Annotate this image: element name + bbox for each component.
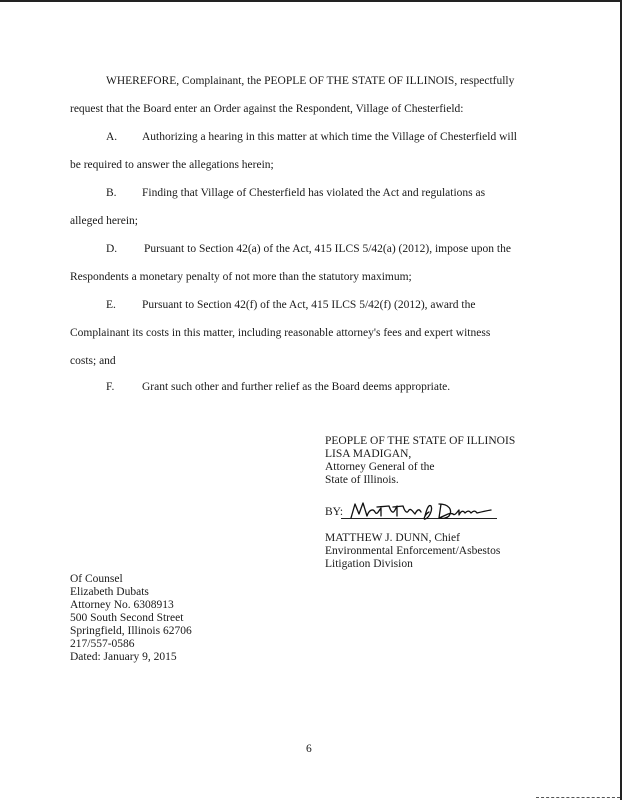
handwritten-signature bbox=[345, 498, 495, 522]
item-d-letter: D. bbox=[106, 243, 118, 255]
signer-title: Environmental Enforcement/Asbestos bbox=[325, 545, 501, 557]
signature-header bbox=[325, 435, 515, 487]
item-f-letter: F. bbox=[106, 381, 115, 393]
item-d-line-2: Respondents a monetary penalty of not more than the statutory maximum; bbox=[70, 271, 412, 283]
item-b-letter: B. bbox=[106, 187, 117, 199]
counsel-city: Springfield, Illinois 62706 bbox=[70, 625, 192, 637]
by-label: BY: bbox=[325, 506, 344, 518]
sig-attorney-title: Attorney General of the bbox=[325, 461, 435, 473]
item-e-line-1: Pursuant to Section 42(f) of the Act, 415 ILCS 5/42(f) (2012), award the bbox=[142, 299, 476, 311]
counsel-heading: Of Counsel bbox=[70, 573, 123, 585]
item-e-letter: E. bbox=[106, 299, 116, 311]
by-signature-line bbox=[325, 498, 497, 522]
item-b-line-2: alleged herein; bbox=[70, 215, 139, 227]
sig-state: State of Illinois. bbox=[325, 474, 399, 486]
item-a-line-2: be required to answer the allegations herein; bbox=[70, 159, 274, 171]
counsel-street: 500 South Second Street bbox=[70, 612, 184, 624]
sig-attorney-name: LISA MADIGAN, bbox=[325, 448, 412, 460]
item-f-line-1: Grant such other and further relief as the Board deems appropriate. bbox=[142, 381, 451, 393]
intro-line-2: request that the Board enter an Order against the Respondent, Village of Chesterfield: bbox=[70, 103, 464, 115]
signer-division: Litigation Division bbox=[325, 558, 413, 570]
item-d-line-1: Pursuant to Section 42(a) of the Act, 415 ILCS 5/42(a) (2012), impose upon the bbox=[144, 243, 511, 255]
scan-edge-mark bbox=[536, 797, 620, 798]
item-a-line-1: Authorizing a hearing in this matter at which time the Village of Chesterfield will bbox=[142, 131, 517, 143]
signer-block bbox=[325, 532, 500, 571]
sig-party-line: PEOPLE OF THE STATE OF ILLINOIS bbox=[325, 435, 516, 447]
counsel-attorney-no: Attorney No. 6308913 bbox=[70, 599, 174, 611]
counsel-date: Dated: January 9, 2015 bbox=[70, 651, 177, 663]
counsel-name: Elizabeth Dubats bbox=[70, 586, 149, 598]
intro-line-1: WHEREFORE, Complainant, the PEOPLE OF THE STATE OF ILLINOIS, respectfully bbox=[106, 75, 515, 87]
item-e-line-2: Complainant its costs in this matter, including reasonable attorney's fees and expert witness bbox=[70, 327, 491, 339]
page-number: 6 bbox=[306, 743, 312, 755]
item-a-letter: A. bbox=[106, 131, 118, 143]
counsel-block bbox=[70, 573, 192, 664]
item-e-line-3: costs; and bbox=[70, 355, 116, 367]
item-b-line-1: Finding that Village of Chesterfield has violated the Act and regulations as bbox=[142, 187, 486, 199]
signer-name: MATTHEW J. DUNN, Chief bbox=[325, 532, 460, 544]
counsel-phone: 217/557-0586 bbox=[70, 638, 135, 650]
